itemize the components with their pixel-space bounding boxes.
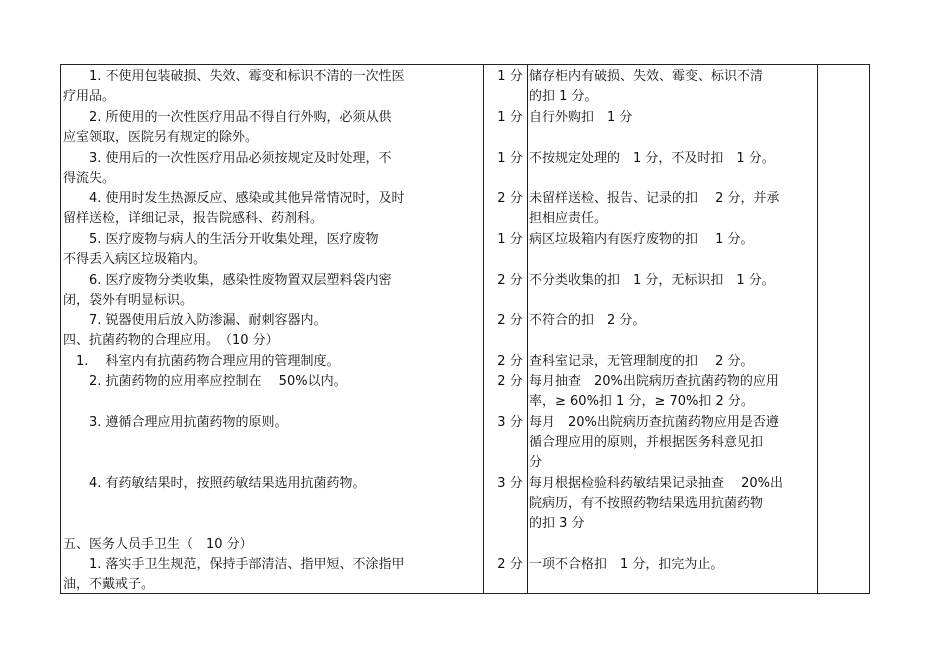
requirement-text: 4. 有药敏结果时，按照药敏结果选用抗菌药物。: [63, 476, 366, 491]
requirement-text: 6. 医疗废物分类收集，感染性废物置双层塑料袋内密 闭，袋外有明显标识。: [63, 273, 392, 308]
deduction-rule: 每月根据检验科药敏结果记录抽查 20%出 院病历，有不按照药物结果选用抗菌药物 的扣 3 分: [529, 476, 784, 531]
deduction-rule: 每月 20%出院病历查抗菌药物应用是否遵 循合理应用的原则，并根据医务科意见扣 分: [529, 415, 779, 470]
score-cell: 2 分: [497, 273, 523, 288]
requirement-text: 3. 使用后的一次性医疗用品必须按规定及时处理，不 得流失。: [63, 151, 392, 186]
score-cell: 3 分: [497, 476, 523, 491]
section-heading: 五、医务人员手卫生（ 10 分）: [63, 537, 253, 552]
requirement-text: 2. 所使用的一次性医疗用品不得自行外购，必须从供 应室领取，医院另有规定的除外。: [63, 110, 392, 145]
score-cell: 2 分: [497, 313, 523, 328]
score-cell: 2 分: [497, 191, 523, 206]
requirement-text: 2. 抗菌药物的应用率应控制在 50%以内。: [63, 374, 347, 389]
score-cell: 2 分: [497, 557, 523, 572]
deduction-rule: 不符合的扣 2 分。: [529, 313, 646, 328]
score-cell: 2 分: [497, 354, 523, 369]
deduction-rule: 病区垃圾箱内有医疗废物的扣 1 分。: [529, 232, 754, 247]
score-cell: 3 分: [497, 415, 523, 430]
deduction-rule: 查科室记录，无管理制度的扣 2 分。: [529, 354, 754, 369]
requirement-text: 1. 不使用包装破损、失效、霉变和标识不清的一次性医 疗用品。: [63, 69, 405, 104]
score-cell: 2 分: [497, 374, 523, 389]
deduction-rule: 未留样送检、报告、记录的扣 2 分，并承 担相应责任。: [529, 191, 780, 226]
deduction-rule: 自行外购扣 1 分: [529, 110, 633, 125]
requirement-text: 1. 落实手卫生规范，保持手部清洁、指甲短、不涂指甲 油，不戴戒子。: [63, 557, 405, 592]
deduction-rule: 每月抽查 20%出院病历查抗菌药物的应用 率，≥ 60%扣 1 分，≥ 70%扣 2 分。: [529, 374, 779, 409]
requirement-text: 1. 科室内有抗菌药物合理应用的管理制度。: [63, 354, 340, 369]
requirement-text: 5. 医疗废物与病人的生活分开收集处理，医疗废物 不得丢入病区垃圾箱内。: [63, 232, 379, 267]
deduction-rule: 不按规定处理的 1 分，不及时扣 1 分。: [529, 151, 775, 166]
score-cell: 1 分: [497, 110, 523, 125]
requirement-text: 4. 使用时发生热源反应、感染或其他异常情况时，及时 留样送检，详细记录，报告院感科、药剂科。: [63, 191, 405, 226]
score-cell: 1 分: [497, 232, 523, 247]
column-divider: [483, 65, 484, 593]
assessment-table: [60, 64, 870, 594]
score-cell: 1 分: [497, 69, 523, 84]
score-cell: 1 分: [497, 151, 523, 166]
deduction-rule: 一项不合格扣 1 分，扣完为止。: [529, 557, 724, 572]
requirement-text: 3. 遵循合理应用抗菌药物的原则。: [63, 415, 288, 430]
requirement-text: 7. 锐器使用后放入防渗漏、耐刺容器内。 四、抗菌药物的合理应用。 （10 分）: [63, 313, 327, 348]
deduction-rule: 不分类收集的扣 1 分，无标识扣 1 分。: [529, 273, 775, 288]
deduction-rule: 储存柜内有破损、失效、霉变、标识不清 的扣 1 分。: [529, 69, 764, 104]
